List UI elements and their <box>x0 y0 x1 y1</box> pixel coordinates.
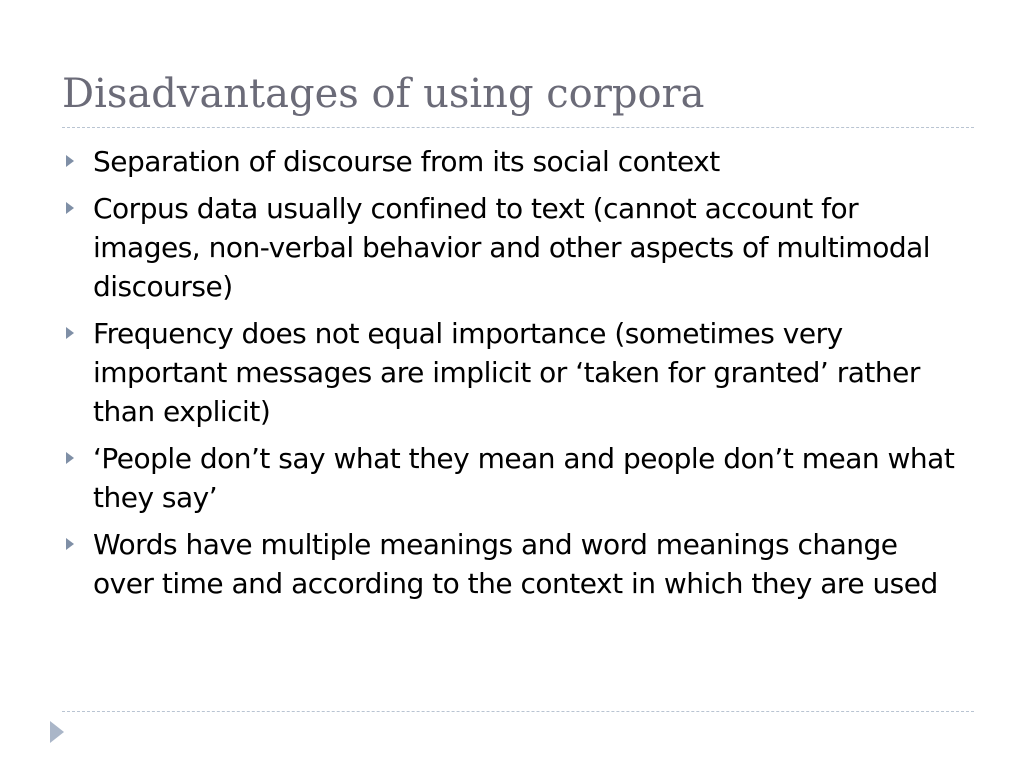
bullet-item <box>60 439 960 517</box>
bullet-text: Words have multiple meanings and word meanings change over time and according to the context in which they are used <box>93 528 938 600</box>
bullet-item <box>60 142 960 181</box>
next-slide-icon[interactable] <box>50 721 64 743</box>
bullet-arrow-icon <box>66 155 74 167</box>
footer-divider <box>62 711 974 712</box>
bullet-arrow-icon <box>66 202 74 214</box>
bullet-text: Corpus data usually confined to text (cannot account for images, non-verbal behavior and other aspects of multimodal discourse) <box>93 192 931 303</box>
bullet-item <box>60 189 960 306</box>
bullet-list <box>60 142 960 611</box>
bullet-text: ‘People don’t say what they mean and people don’t mean what they say’ <box>93 442 955 514</box>
bullet-arrow-icon <box>66 538 74 550</box>
slide-title: Disadvantages of using corpora <box>62 71 705 117</box>
bullet-text: Frequency does not equal importance (sometimes very important messages are implicit or ‘taken for granted’ rather than explicit) <box>93 317 920 428</box>
bullet-text: Separation of discourse from its social context <box>93 145 720 178</box>
title-divider <box>62 127 974 128</box>
bullet-item <box>60 525 960 603</box>
bullet-item <box>60 314 960 431</box>
bullet-arrow-icon <box>66 452 74 464</box>
bullet-arrow-icon <box>66 327 74 339</box>
